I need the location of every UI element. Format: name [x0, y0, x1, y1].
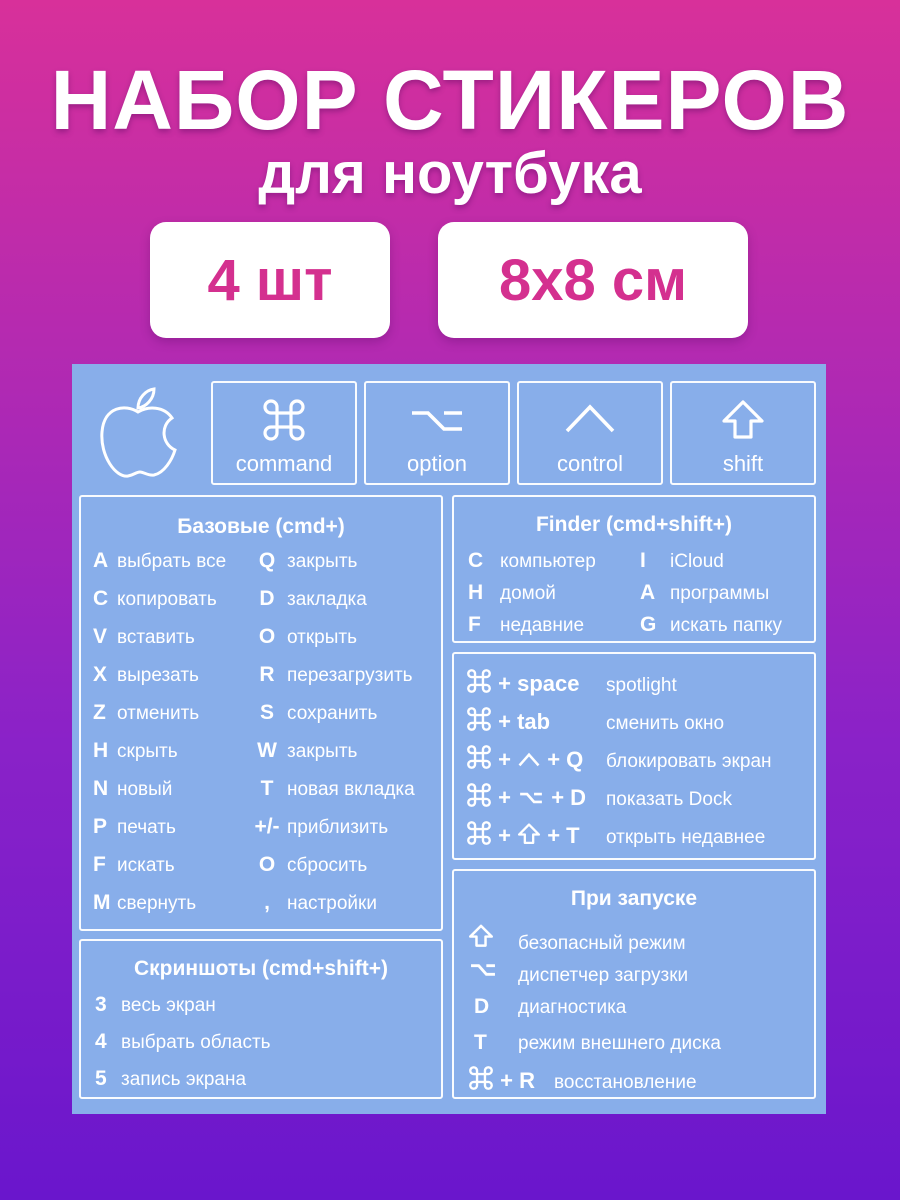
key-option — [364, 381, 510, 485]
list-item: 4 выбрать область — [95, 1030, 271, 1053]
command-icon — [466, 782, 492, 808]
list-item: H скрыть — [93, 739, 178, 762]
basic-shortcuts-panel — [79, 495, 443, 931]
list-item: S сохранить — [259, 701, 378, 724]
list-item: N новый — [93, 777, 173, 800]
key-control — [517, 381, 663, 485]
list-item: , настройки — [264, 891, 377, 914]
finder-panel — [452, 495, 816, 643]
key-label: command — [235, 451, 333, 476]
list-item: + space spotlight — [466, 668, 677, 697]
page-subtitle: для ноутбука — [258, 141, 642, 206]
key-label: option — [407, 451, 467, 476]
list-item: T режим внешнего диска — [474, 1031, 721, 1054]
list-item: диспетчер загрузки — [468, 959, 688, 987]
list-item: M свернуть — [93, 891, 197, 914]
list-item: W закрыть — [257, 739, 358, 762]
list-item: + + D показать Dock — [466, 782, 732, 811]
list-item: A выбрать все — [93, 549, 227, 572]
control-icon — [517, 750, 541, 770]
list-item: Z отменить — [93, 701, 200, 724]
section-title: При запуске — [570, 887, 698, 910]
command-icon — [466, 744, 492, 770]
command-icon — [466, 706, 492, 732]
list-item: 3 весь экран — [95, 993, 216, 1016]
command-icon — [261, 397, 307, 443]
list-item: безопасный режим — [468, 923, 686, 955]
shift-icon — [720, 397, 766, 443]
list-item: + + T открыть недавнее — [466, 820, 765, 849]
section-title: Базовые (cmd+) — [177, 515, 345, 538]
list-item: D закладка — [259, 587, 367, 610]
screenshots-panel — [79, 939, 443, 1099]
control-icon — [561, 397, 619, 443]
page-title: НАБОР СТИКЕРОВ — [50, 53, 850, 147]
list-item: H домой — [468, 581, 556, 604]
list-item: + tab сменить окно — [466, 706, 724, 735]
count-badge: 4 шт — [150, 222, 390, 338]
list-item: Q закрыть — [258, 549, 358, 572]
list-item: C компьютер — [468, 549, 596, 572]
startup-panel — [452, 869, 816, 1099]
key-label: shift — [722, 451, 764, 476]
size-badge: 8x8 см — [438, 222, 748, 338]
option-icon — [468, 959, 498, 981]
option-icon — [517, 788, 545, 808]
list-item: 5 запись экрана — [95, 1067, 247, 1090]
list-item: X вырезать — [93, 663, 199, 686]
list-item: O открыть — [258, 625, 357, 648]
section-title: Скриншоты (cmd+shift+) — [134, 957, 388, 980]
sticker-sheet — [72, 364, 826, 1114]
list-item: D диагностика — [474, 995, 627, 1018]
command-icon — [466, 820, 492, 846]
combos-panel — [452, 652, 816, 860]
list-item: R перезагрузить — [259, 663, 413, 686]
list-item: I iCloud — [640, 549, 724, 572]
list-item: + R восстановление — [468, 1065, 697, 1094]
list-item: T новая вкладка — [260, 777, 415, 800]
key-label: control — [556, 451, 624, 476]
list-item: A программы — [640, 581, 770, 604]
list-item: V вставить — [93, 625, 195, 648]
list-item: G искать папку — [640, 613, 783, 636]
list-item: + + Q блокировать экран — [466, 744, 772, 773]
list-item: F искать — [93, 853, 175, 876]
command-icon — [466, 668, 492, 694]
option-icon — [408, 397, 466, 443]
command-icon — [468, 1065, 494, 1091]
list-item: O сбросить — [258, 853, 368, 876]
section-title: Finder (cmd+shift+) — [535, 513, 733, 536]
list-item: P печать — [93, 815, 176, 838]
list-item: F недавние — [468, 613, 585, 636]
shift-icon — [468, 923, 494, 949]
apple-logo-icon — [96, 386, 180, 482]
shift-icon — [517, 822, 541, 846]
key-command — [211, 381, 357, 485]
list-item: C копировать — [93, 587, 217, 610]
key-shift — [670, 381, 816, 485]
list-item: +/- приблизить — [254, 815, 389, 838]
